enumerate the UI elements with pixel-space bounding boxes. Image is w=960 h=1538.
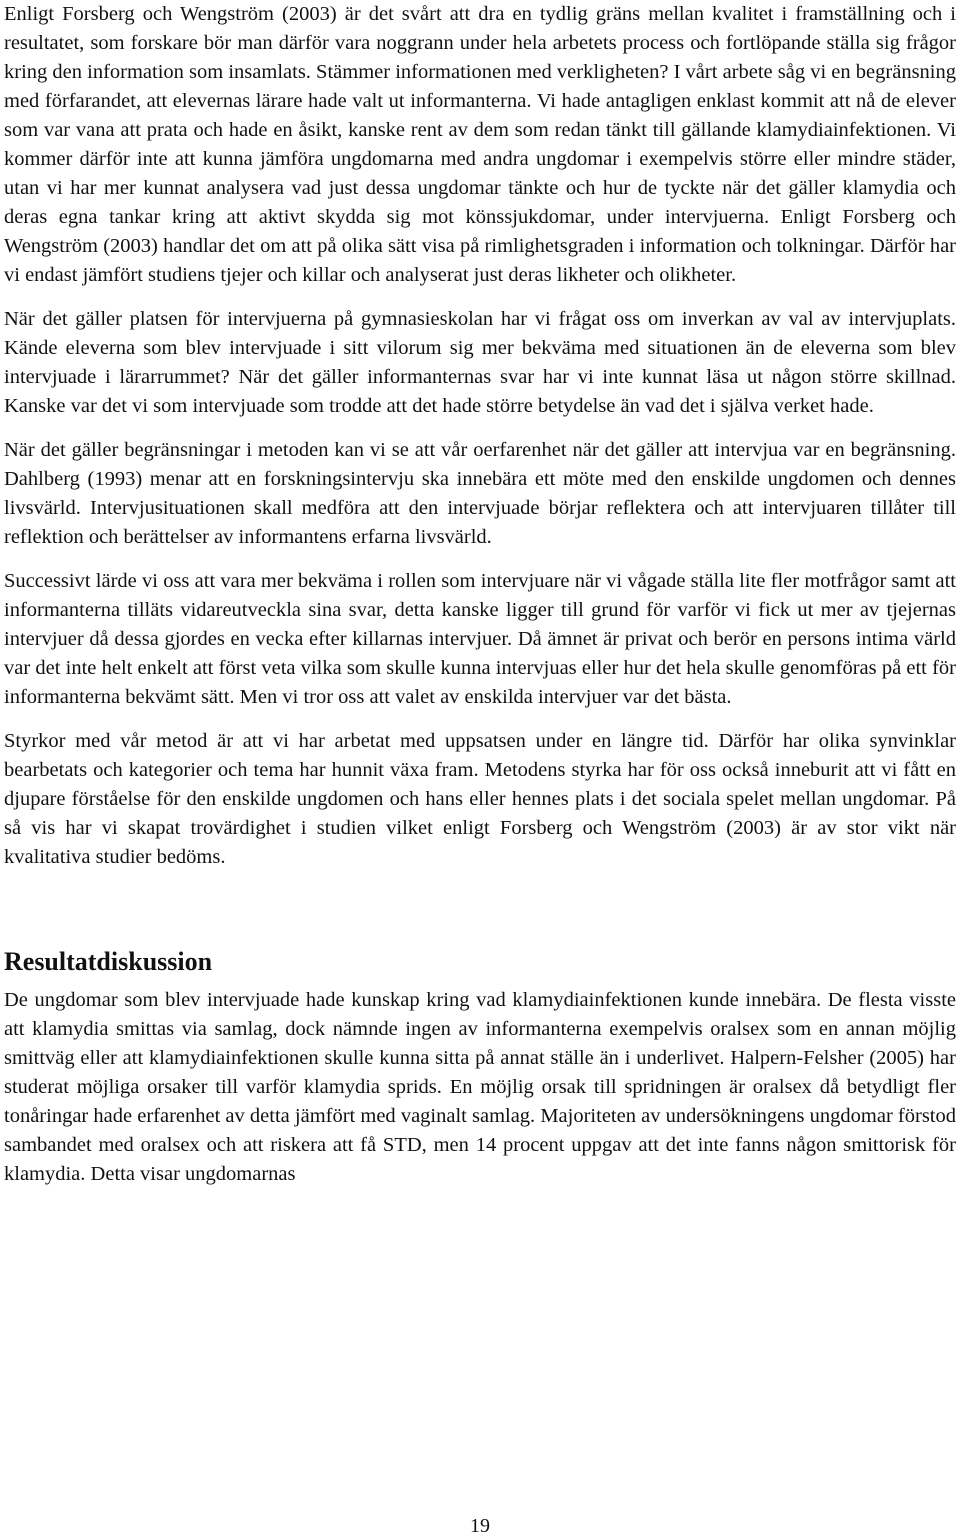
paragraph-method-limitations: När det gäller begränsningar i metoden kan vi se att vår oerfarenhet när det gäller att intervjua var en begränsning. Dahlberg (1993) menar att en forskningsintervju ska innebära ett möte med den enskilde ungdomen och dennes livsvärld. Intervjusituationen skall medföra att den intervjuade börjar reflektera och att intervjuaren tillåter till reflektion och berättelser av informantens erfarna livsvärld. xyxy=(4,439,956,548)
paragraph-method-strengths: Styrkor med vår metod är att vi har arbetat med uppsatsen under en längre tid. Därför har olika synvinklar bearbetats och kategorier och tema har hunnit växa fram. Metodens styrka har för oss också inneburit att vi fått en djupare förståelse för den enskilde ungdomen och hans eller hennes plats i det sociala spelet mellan ungdomar. På så vis har vi skapat trovärdighet i studien vilket enligt Forsberg och Wengström (2003) är av stor vikt när kvalitativa studier bedöms. xyxy=(4,730,956,868)
paragraph-interview-location: När det gäller platsen för intervjuerna på gymnasieskolan har vi frågat oss om inverkan av val av intervjuplats. Kände eleverna som blev intervjuade i sitt vilorum sig mer bekväma med situationen än de eleverna som blev intervjuade i lärarrummet? När det gäller informanternas svar har vi inte kunnat läsa ut någon större skillnad. Kanske var det vi som intervjuade som trodde att det hade större betydelse än vad det i själva verket hade. xyxy=(4,308,956,417)
document-body xyxy=(4,0,956,1189)
paragraph-quality-limitations: Enligt Forsberg och Wengström (2003) är det svårt att dra en tydlig gräns mellan kvalitet i framställning och i resultatet, som forskare bör man därför vara noggrann under hela arbetets process och fortlöpande ställa sig frågor kring den information som insamlats. Stämmer informationen med verkligheten? I vårt arbete såg vi en begränsning med förfarandet, att elevernas lärare hade valt ut informanterna. Vi hade antagligen enklast kommit att nå de elever som var vana att prata och hade en åsikt, kanske rent av dem som redan tänkt till gällande klamydiainfektionen. Vi kommer därför inte att kunna jämföra ungdomarna med andra ungdomar i exempelvis större eller mindre städer, utan vi har mer kunnat analysera vad just dessa ungdomar tänkte och hur de tyckte när det gäller klamydia och deras egna tankar kring att aktivt skydda sig mot könssjukdomar, under intervjuerna. Enligt Forsberg och Wengström (2003) handlar det om att på olika sätt visa på rimlighetsgraden i information och tolkningar. Därför har vi endast jämfört studiens tjejer och killar och analyserat just deras likheter och olikheter. xyxy=(4,3,956,286)
page-number: 19 xyxy=(470,1515,490,1537)
paragraph-interviewer-learning: Successivt lärde vi oss att vara mer bekväma i rollen som intervjuare när vi vågade ställa lite fler motfrågor samt att informanterna tilläts vidareutveckla sina svar, detta kanske ligger till grund för varför vi fick ut mer av tjejernas intervjuer då dessa gjordes en vecka efter killarnas intervjuer. Då ämnet är privat och berör en persons intima värld var det inte helt enkelt att först veta vilka som skulle kunna intervjuas eller hur det hela skulle genomföras på ett för informanterna bekvämt sätt. Men vi tror oss att valet av enskilda intervjuer var det bästa. xyxy=(4,570,956,708)
paragraph-results-discussion: De ungdomar som blev intervjuade hade kunskap kring vad klamydiainfektionen kunde innebära. De flesta visste att klamydia smittas via samlag, dock nämnde ingen av informanterna exempelvis oralsex som en annan möjlig smittväg eller att klamydiainfektionen skulle kunna sitta på annat ställe än i underlivet. Halpern-Felsher (2005) har studerat möjliga orsaker till varför klamydia sprids. En möjlig orsak till spridningen är oralsex då betydligt fler tonåringar hade erfarenhet av detta jämfört med vaginalt samlag. Majoriteten av undersökningens ungdomar förstod sambandet med oralsex och att riskera att få STD, men 14 procent uppgav att det inte fanns någon smittorisk för klamydia. Detta visar ungdomarnas xyxy=(4,989,956,1185)
section-heading: Resultatdiskussion xyxy=(4,947,213,976)
